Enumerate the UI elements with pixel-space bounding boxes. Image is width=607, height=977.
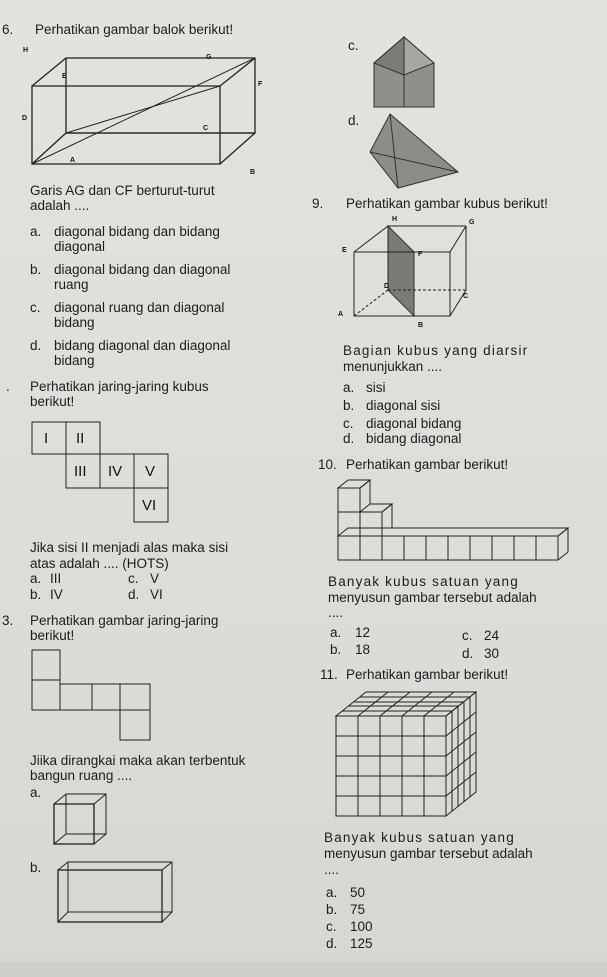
q11-option-b-key[interactable]: b. bbox=[326, 902, 338, 917]
prev-option-c-key[interactable]: c. bbox=[348, 38, 359, 53]
q7-prefix: . bbox=[6, 379, 10, 394]
cube-grid-figure bbox=[334, 690, 484, 820]
q7-option-d-key[interactable]: d. bbox=[128, 587, 140, 602]
stacked-cubes-figure bbox=[336, 478, 576, 568]
q9-label-g: G bbox=[469, 219, 475, 226]
q10-number: 10. bbox=[318, 457, 337, 472]
q-stem-cuboid: Perhatikan gambar balok berikut! bbox=[35, 22, 234, 37]
net-face-4: IV bbox=[108, 463, 123, 480]
q11-text-line3: .... bbox=[324, 862, 340, 877]
option-d-line1: bidang diagonal dan diagonal bbox=[54, 338, 231, 353]
q10-option-c: 24 bbox=[484, 628, 500, 643]
q11-number: 11. bbox=[320, 667, 338, 682]
q7-question-line2: atas adalah .... (HOTS) bbox=[30, 556, 169, 571]
q7-stem-line1: Perhatikan jaring-jaring kubus bbox=[30, 379, 209, 394]
q11-option-a-key[interactable]: a. bbox=[326, 885, 338, 900]
cube-net-roman bbox=[28, 418, 178, 528]
option-key-d[interactable]: d. bbox=[30, 338, 42, 353]
cube-shaded-figure bbox=[336, 212, 476, 332]
q8-stem-line1: Perhatikan gambar jaring-jaring bbox=[30, 613, 219, 628]
q10-text-line1: Banyak kubus satuan yang bbox=[328, 574, 519, 589]
q11-option-b: 75 bbox=[350, 902, 366, 917]
q11-text-line1: Banyak kubus satuan yang bbox=[324, 830, 515, 845]
vertex-label-g: G bbox=[206, 54, 212, 61]
option-key-a[interactable]: a. bbox=[30, 224, 42, 239]
q-text-line1: Garis AG dan CF berturut-turut bbox=[30, 183, 215, 198]
q10-option-a: 12 bbox=[355, 625, 371, 640]
net-face-1: I bbox=[44, 430, 49, 447]
q8-option-b-cuboid bbox=[54, 858, 174, 928]
q11-option-d-key[interactable]: d. bbox=[326, 936, 338, 951]
q9-label-e: E bbox=[342, 247, 347, 254]
net-face-6: VI bbox=[142, 497, 157, 514]
net-face-5: V bbox=[145, 463, 156, 480]
q8-option-a-key[interactable]: a. bbox=[30, 785, 42, 800]
q9-option-a-key[interactable]: a. bbox=[343, 380, 355, 395]
q9-option-d-key[interactable]: d. bbox=[343, 431, 355, 446]
q10-option-b: 18 bbox=[355, 642, 371, 657]
option-a-line1: diagonal bidang dan bidang bbox=[54, 224, 220, 239]
q11-option-d: 125 bbox=[350, 936, 373, 951]
q8-option-a-cube bbox=[50, 790, 130, 850]
option-b-line2: ruang bbox=[54, 277, 89, 292]
q7-option-d: VI bbox=[150, 587, 163, 602]
q10-option-d: 30 bbox=[484, 646, 500, 661]
q9-label-a: A bbox=[338, 311, 344, 318]
q9-option-b: diagonal sisi bbox=[366, 398, 441, 413]
q7-option-c-key[interactable]: c. bbox=[128, 571, 139, 586]
q7-option-a-key[interactable]: a. bbox=[30, 571, 42, 586]
q10-option-b-key[interactable]: b. bbox=[330, 642, 342, 657]
q7-question-line1: Jika sisi II menjadi alas maka sisi bbox=[30, 540, 229, 555]
q9-label-h: H bbox=[392, 216, 398, 223]
vertex-label-c: C bbox=[203, 125, 209, 132]
q10-text-line3: .... bbox=[328, 605, 344, 620]
q11-option-c: 100 bbox=[350, 919, 373, 934]
page-bottom-edge bbox=[0, 962, 607, 977]
q9-stem: Perhatikan gambar kubus berikut! bbox=[346, 196, 548, 211]
option-d-line2: bidang bbox=[54, 353, 95, 368]
q-text-line2: adalah .... bbox=[30, 198, 90, 213]
q9-label-f: F bbox=[418, 251, 423, 258]
q8-stem-line2: berikut! bbox=[30, 628, 75, 643]
q7-stem-line2: berikut! bbox=[30, 394, 75, 409]
q7-option-a: III bbox=[50, 571, 62, 586]
q11-option-a: 50 bbox=[350, 885, 366, 900]
q-prefix: 6. bbox=[2, 22, 14, 37]
option-a-line2: diagonal bbox=[54, 239, 106, 254]
q9-text-line1: Bagian kubus yang diarsir bbox=[343, 343, 529, 358]
q11-text-line2: menyusun gambar tersebut adalah bbox=[324, 846, 533, 861]
vertex-label-e: E bbox=[62, 73, 67, 80]
net-face-3: III bbox=[74, 463, 87, 480]
q9-label-b: B bbox=[418, 322, 424, 329]
q10-option-c-key[interactable]: c. bbox=[462, 628, 473, 643]
q9-option-c: diagonal bidang bbox=[366, 416, 462, 431]
option-c-line2: bidang bbox=[54, 315, 95, 330]
q10-stem: Perhatikan gambar berikut! bbox=[346, 457, 509, 472]
vertex-label-f: F bbox=[258, 81, 263, 88]
net-face-2: II bbox=[76, 430, 85, 447]
vertex-label-a: A bbox=[70, 157, 76, 164]
prism-figure-c bbox=[372, 35, 437, 110]
q8-prefix: 3. bbox=[2, 613, 14, 628]
q8-question-line1: Jiika dirangkai maka akan terbentuk bbox=[30, 753, 246, 768]
q8-question-line2: bangun ruang .... bbox=[30, 768, 133, 783]
pyramid-figure-d bbox=[368, 112, 463, 190]
prev-option-d-key[interactable]: d. bbox=[348, 113, 360, 128]
q7-option-b: IV bbox=[50, 587, 63, 602]
q9-label-d: D bbox=[384, 283, 390, 290]
vertex-label-h: H bbox=[23, 47, 29, 54]
q11-option-c-key[interactable]: c. bbox=[326, 919, 337, 934]
q9-number: 9. bbox=[312, 196, 324, 211]
option-key-c[interactable]: c. bbox=[30, 300, 41, 315]
q9-option-d: bidang diagonal bbox=[366, 431, 462, 446]
vertex-label-d: D bbox=[22, 115, 28, 122]
q9-option-a: sisi bbox=[366, 380, 386, 395]
q10-text-line2: menyusun gambar tersebut adalah bbox=[328, 590, 537, 605]
vertex-label-b: B bbox=[250, 169, 256, 176]
q9-label-c: C bbox=[463, 293, 469, 300]
q7-option-c: V bbox=[150, 571, 160, 586]
cuboid-figure bbox=[20, 38, 290, 178]
q7-option-b-key[interactable]: b. bbox=[30, 587, 42, 602]
q10-option-a-key[interactable]: a. bbox=[330, 625, 342, 640]
cuboid-net-figure bbox=[28, 646, 158, 746]
q9-option-c-key[interactable]: c. bbox=[343, 416, 354, 431]
option-b-line1: diagonal bidang dan diagonal bbox=[54, 262, 231, 277]
option-key-b[interactable]: b. bbox=[30, 262, 42, 277]
option-c-line1: diagonal ruang dan diagonal bbox=[54, 300, 225, 315]
q8-option-b-key[interactable]: b. bbox=[30, 860, 42, 875]
q10-option-d-key[interactable]: d. bbox=[462, 646, 474, 661]
q11-stem: Perhatikan gambar berikut! bbox=[346, 667, 509, 682]
q9-text-line2: menunjukkan .... bbox=[343, 359, 443, 374]
q9-option-b-key[interactable]: b. bbox=[343, 398, 355, 413]
